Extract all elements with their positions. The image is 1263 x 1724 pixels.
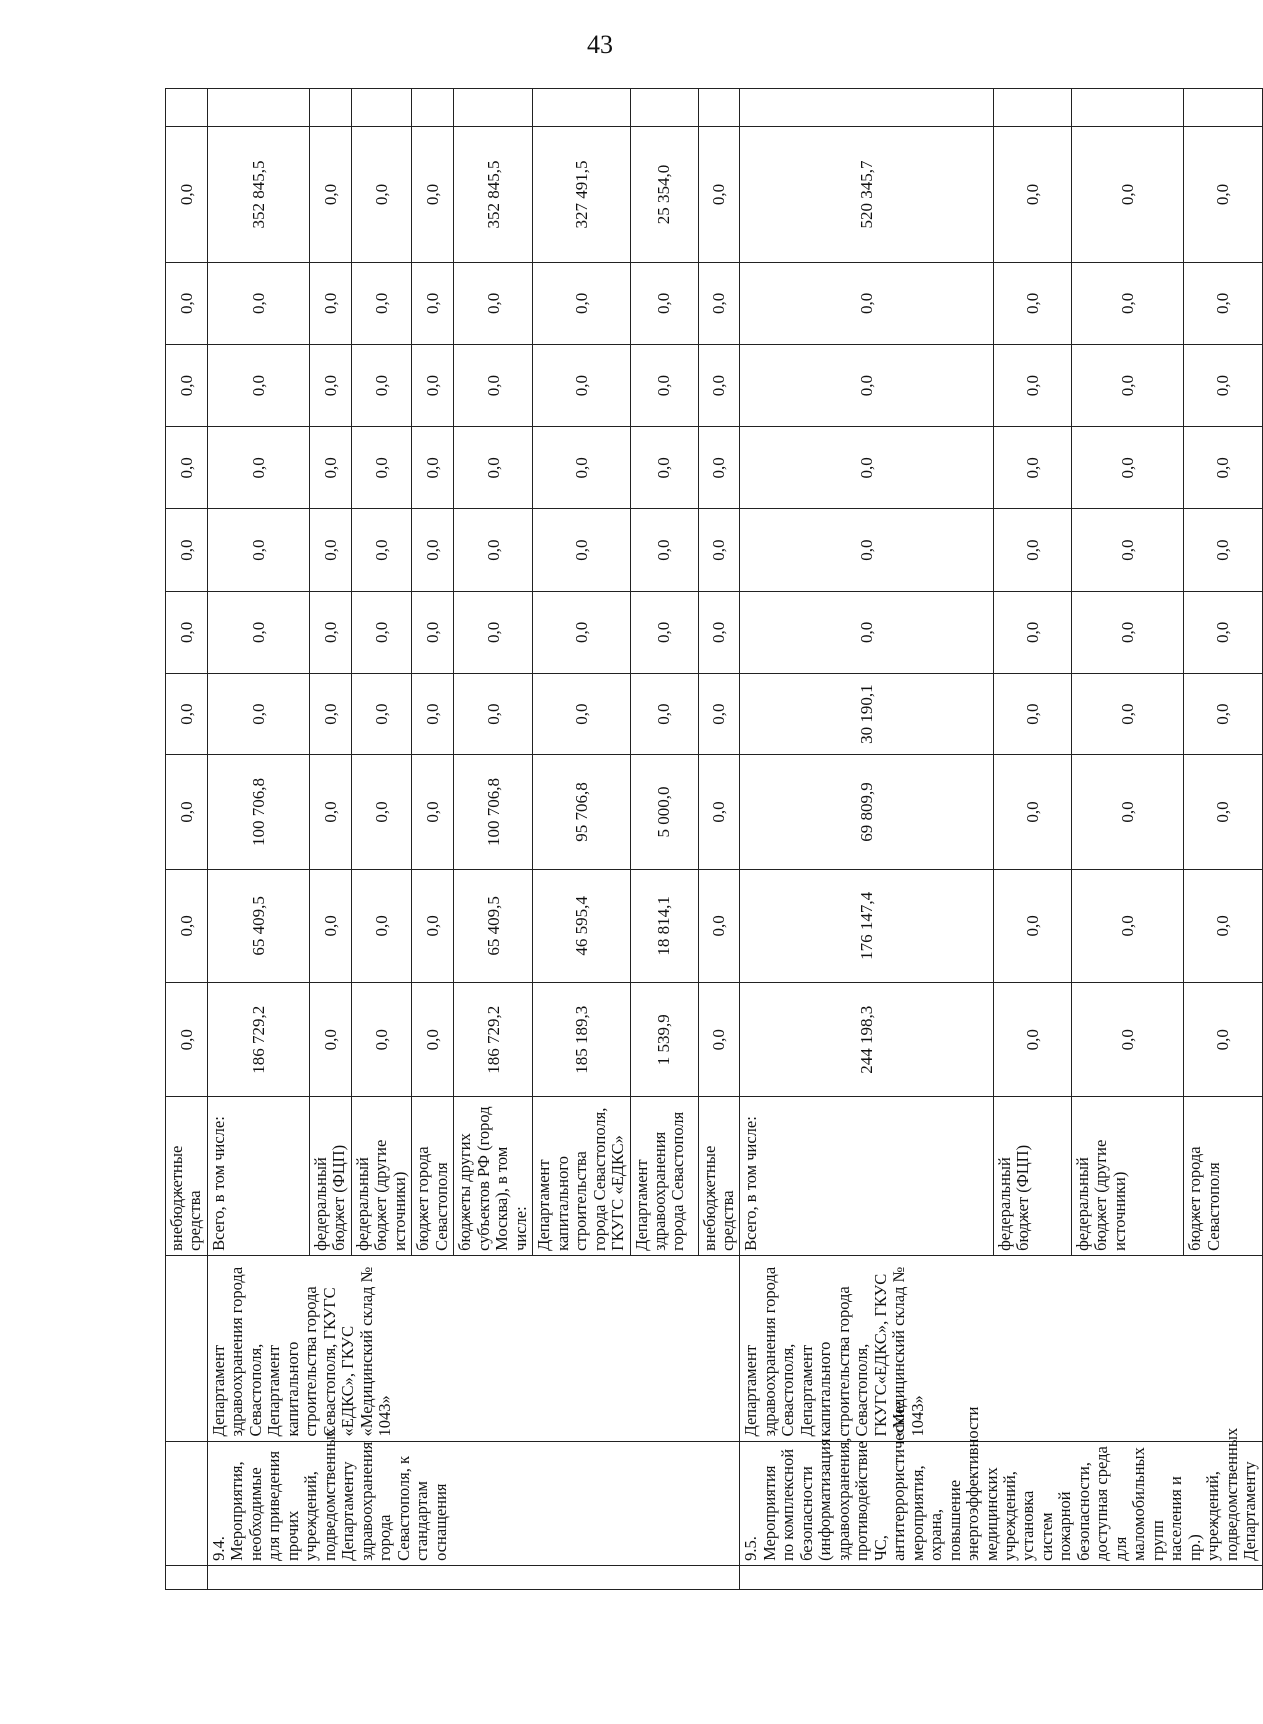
number-cell: [166, 1565, 208, 1589]
extra-value-cell: [993, 89, 1071, 127]
value-cell: 0,0: [1184, 344, 1262, 426]
value-cell: 0,0: [740, 591, 993, 673]
value-cell: 0,0: [309, 983, 351, 1097]
funding-source-cell: Всего, в том числе:: [740, 1097, 993, 1256]
value-cell: 0,0: [309, 127, 351, 262]
value-cell: 0,0: [166, 344, 208, 426]
value-cell: 520 345,7: [740, 127, 993, 262]
value-cell: 0,0: [1184, 262, 1262, 344]
value-cell: 0,0: [412, 344, 454, 426]
page-number: 43: [587, 30, 613, 59]
value-cell: 0,0: [1071, 262, 1184, 344]
value-cell: 0,0: [412, 591, 454, 673]
value-cell: 100 706,8: [207, 755, 309, 869]
value-cell: 0,0: [309, 674, 351, 755]
value-cell: 0,0: [698, 344, 740, 426]
funding-source-cell: бюджеты других субъектов РФ (город Москва), в том числе:: [454, 1097, 533, 1256]
value-cell: 65 409,5: [207, 869, 309, 982]
value-cell: 0,0: [351, 755, 411, 869]
value-cell: 0,0: [698, 262, 740, 344]
extra-value-cell: [309, 89, 351, 127]
event-cell: 9.4. Мероприятия, необходимые для приведения прочих учреждений, подведомственных Департаменту здравоохранения города Севастополя, к стандартам оснащения: [207, 1441, 740, 1565]
value-cell: 0,0: [207, 674, 309, 755]
value-cell: 5 000,0: [630, 755, 698, 869]
funding-source-cell: внебюджетные средства: [698, 1097, 740, 1256]
value-cell: 352 845,5: [207, 127, 309, 262]
value-cell: 0,0: [1071, 869, 1184, 982]
value-cell: 0,0: [740, 427, 993, 509]
funding-source-cell: федеральный бюджет (другие источники): [1071, 1097, 1184, 1256]
value-cell: 0,0: [412, 262, 454, 344]
value-cell: 0,0: [1071, 127, 1184, 262]
value-cell: 0,0: [1184, 427, 1262, 509]
value-cell: 0,0: [351, 674, 411, 755]
value-cell: 0,0: [166, 755, 208, 869]
value-cell: 0,0: [351, 262, 411, 344]
value-cell: 65 409,5: [454, 869, 533, 982]
value-cell: 0,0: [412, 983, 454, 1097]
value-cell: 0,0: [1184, 127, 1262, 262]
value-cell: 0,0: [207, 262, 309, 344]
funding-source-cell: Департамент капитального строительства города Севастополя, ГКУГС «ЕДКС»: [533, 1097, 630, 1256]
value-cell: 185 189,3: [533, 983, 630, 1097]
value-cell: 95 706,8: [533, 755, 630, 869]
executor-cell: Департамент здравоохранения города Севастополя, Департамент капитального строительства города Севастополя, ГКУГС«ЕДКС», ГКУС «Медицинский склад № 1043»: [740, 1255, 1262, 1441]
value-cell: 0,0: [993, 509, 1071, 591]
extra-value-cell: [166, 89, 208, 127]
event-cell: [166, 1441, 208, 1565]
value-cell: 0,0: [740, 344, 993, 426]
value-cell: 0,0: [698, 674, 740, 755]
value-cell: 0,0: [1071, 674, 1184, 755]
value-cell: 0,0: [207, 344, 309, 426]
value-cell: 0,0: [351, 127, 411, 262]
value-cell: 30 190,1: [740, 674, 993, 755]
value-cell: 0,0: [533, 674, 630, 755]
value-cell: 100 706,8: [454, 755, 533, 869]
value-cell: 0,0: [698, 755, 740, 869]
value-cell: 0,0: [412, 755, 454, 869]
value-cell: 0,0: [533, 344, 630, 426]
value-cell: 0,0: [630, 427, 698, 509]
value-cell: 244 198,3: [740, 983, 993, 1097]
value-cell: 0,0: [309, 427, 351, 509]
value-cell: 0,0: [454, 674, 533, 755]
value-cell: 0,0: [1184, 755, 1262, 869]
value-cell: 0,0: [351, 869, 411, 982]
value-cell: 0,0: [1184, 674, 1262, 755]
value-cell: 0,0: [698, 983, 740, 1097]
value-cell: 0,0: [698, 869, 740, 982]
value-cell: 0,0: [412, 674, 454, 755]
number-cell: [207, 1565, 740, 1589]
funding-source-cell: Департамент здравоохранения города Севастополя: [630, 1097, 698, 1256]
value-cell: 0,0: [166, 127, 208, 262]
funding-source-cell: бюджет города Севастополя: [1184, 1097, 1262, 1256]
event-cell: 9.5. Мероприятия по комплексной безопасности (информатизация здравоохранения, противодействие ЧС, антитеррористические мероприятия, охрана, повышение энергоэффективности медицинских учреждений, установка систем пожарной безопасности, доступная среда для маломобильных групп населения и пр.) учреждений, подведомственных Департаменту: [740, 1441, 1262, 1565]
value-cell: 0,0: [166, 983, 208, 1097]
value-cell: 0,0: [533, 591, 630, 673]
value-cell: 0,0: [351, 983, 411, 1097]
value-cell: 0,0: [207, 509, 309, 591]
value-cell: 0,0: [166, 674, 208, 755]
value-cell: 18 814,1: [630, 869, 698, 982]
value-cell: 1 539,9: [630, 983, 698, 1097]
value-cell: 0,0: [309, 262, 351, 344]
value-cell: 0,0: [1071, 509, 1184, 591]
value-cell: 0,0: [993, 427, 1071, 509]
extra-value-cell: [533, 89, 630, 127]
value-cell: 186 729,2: [454, 983, 533, 1097]
value-cell: 0,0: [309, 591, 351, 673]
value-cell: 46 595,4: [533, 869, 630, 982]
funding-source-cell: федеральный бюджет (ФЦП): [993, 1097, 1071, 1256]
value-cell: 0,0: [993, 344, 1071, 426]
value-cell: 0,0: [166, 869, 208, 982]
value-cell: 0,0: [993, 127, 1071, 262]
table-row: [740, 89, 993, 1590]
extra-value-cell: [698, 89, 740, 127]
rotated-table-container: [165, 88, 1260, 1590]
value-cell: 0,0: [166, 427, 208, 509]
value-cell: 0,0: [1071, 427, 1184, 509]
value-cell: 0,0: [698, 509, 740, 591]
value-cell: 0,0: [454, 427, 533, 509]
funding-source-cell: федеральный бюджет (ФЦП): [309, 1097, 351, 1256]
funding-source-cell: федеральный бюджет (другие источники): [351, 1097, 411, 1256]
budget-table: [165, 88, 1263, 1590]
extra-value-cell: [1071, 89, 1184, 127]
value-cell: 176 147,4: [740, 869, 993, 982]
value-cell: 0,0: [1184, 869, 1262, 982]
value-cell: 0,0: [207, 427, 309, 509]
value-cell: 0,0: [698, 427, 740, 509]
value-cell: 0,0: [351, 591, 411, 673]
table-row: [166, 89, 208, 1590]
value-cell: 186 729,2: [207, 983, 309, 1097]
value-cell: 0,0: [993, 674, 1071, 755]
value-cell: 0,0: [630, 262, 698, 344]
extra-value-cell: [454, 89, 533, 127]
table-body: [166, 89, 1263, 1590]
executor-cell: [166, 1255, 208, 1441]
value-cell: 0,0: [533, 427, 630, 509]
value-cell: 0,0: [993, 983, 1071, 1097]
value-cell: 0,0: [351, 344, 411, 426]
value-cell: 0,0: [698, 591, 740, 673]
number-cell: [740, 1565, 1262, 1589]
value-cell: 0,0: [412, 127, 454, 262]
value-cell: 0,0: [309, 869, 351, 982]
funding-source-cell: внебюджетные средства: [166, 1097, 208, 1256]
extra-value-cell: [351, 89, 411, 127]
value-cell: 0,0: [993, 869, 1071, 982]
value-cell: 0,0: [740, 262, 993, 344]
value-cell: 0,0: [166, 591, 208, 673]
value-cell: 0,0: [993, 262, 1071, 344]
value-cell: 0,0: [412, 427, 454, 509]
value-cell: 0,0: [454, 262, 533, 344]
value-cell: 0,0: [630, 591, 698, 673]
value-cell: 0,0: [1071, 344, 1184, 426]
value-cell: 0,0: [1071, 591, 1184, 673]
table-row: [207, 89, 309, 1590]
value-cell: 69 809,9: [740, 755, 993, 869]
value-cell: 0,0: [993, 591, 1071, 673]
value-cell: 0,0: [1071, 755, 1184, 869]
value-cell: 0,0: [309, 509, 351, 591]
value-cell: 0,0: [1071, 983, 1184, 1097]
value-cell: 0,0: [698, 127, 740, 262]
funding-source-cell: Всего, в том числе:: [207, 1097, 309, 1256]
value-cell: 0,0: [412, 509, 454, 591]
extra-value-cell: [1184, 89, 1262, 127]
value-cell: 0,0: [1184, 509, 1262, 591]
value-cell: 0,0: [740, 509, 993, 591]
value-cell: 0,0: [207, 591, 309, 673]
value-cell: 0,0: [351, 427, 411, 509]
value-cell: 0,0: [166, 509, 208, 591]
value-cell: 0,0: [533, 262, 630, 344]
value-cell: 0,0: [309, 344, 351, 426]
value-cell: 0,0: [533, 509, 630, 591]
executor-cell: Департамент здравоохранения города Севастополя, Департамент капитального строительства города Севастополя, ГКУГС «ЕДКС», ГКУС «Медицинский склад № 1043»: [207, 1255, 740, 1441]
value-cell: 0,0: [630, 344, 698, 426]
extra-value-cell: [412, 89, 454, 127]
value-cell: 0,0: [454, 591, 533, 673]
funding-source-cell: бюджет города Севастополя: [412, 1097, 454, 1256]
value-cell: 0,0: [454, 344, 533, 426]
value-cell: 327 491,5: [533, 127, 630, 262]
value-cell: 0,0: [1184, 983, 1262, 1097]
value-cell: 0,0: [412, 869, 454, 982]
value-cell: 25 354,0: [630, 127, 698, 262]
value-cell: 0,0: [630, 509, 698, 591]
value-cell: 0,0: [630, 674, 698, 755]
value-cell: 0,0: [351, 509, 411, 591]
extra-value-cell: [740, 89, 993, 127]
value-cell: 0,0: [166, 262, 208, 344]
value-cell: 352 845,5: [454, 127, 533, 262]
extra-value-cell: [207, 89, 309, 127]
value-cell: 0,0: [1184, 591, 1262, 673]
value-cell: 0,0: [993, 755, 1071, 869]
extra-value-cell: [630, 89, 698, 127]
value-cell: 0,0: [309, 755, 351, 869]
value-cell: 0,0: [454, 509, 533, 591]
